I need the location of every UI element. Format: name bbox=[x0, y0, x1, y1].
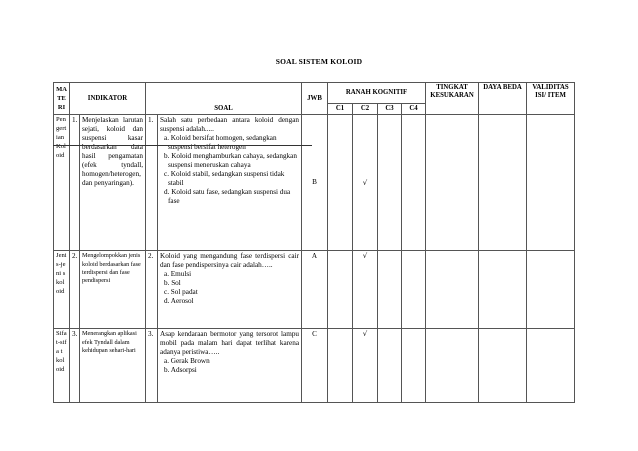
indikator-number: 2. bbox=[70, 251, 80, 329]
header-soal: SOAL bbox=[146, 83, 302, 115]
tingkat-cell bbox=[426, 115, 479, 251]
c2-check: √ bbox=[353, 115, 378, 251]
materi-cell: Pen gert ian Kol oid bbox=[54, 115, 70, 251]
question-cell bbox=[158, 251, 302, 329]
indikator-text: Mengelompokkan jenis koloid berdasarkan fase terdispersi dan fase pendispersi bbox=[80, 251, 146, 329]
c2-check: √ bbox=[353, 251, 378, 329]
answer-key: B bbox=[302, 115, 328, 251]
c4-cell bbox=[402, 329, 426, 403]
header-daya-beda: DAYA BEDA bbox=[479, 83, 527, 115]
question-table bbox=[53, 82, 575, 403]
header-c3: C3 bbox=[378, 104, 402, 115]
table-row bbox=[54, 115, 575, 251]
header-validitas: VALIDITAS ISI/ ITEM bbox=[527, 83, 575, 115]
validitas-cell bbox=[527, 329, 575, 403]
question-cell bbox=[158, 329, 302, 403]
question-cell bbox=[158, 115, 302, 251]
header-c2: C2 bbox=[353, 104, 378, 115]
answer-option: d. Aerosol bbox=[164, 297, 194, 306]
header-c1: C1 bbox=[328, 104, 353, 115]
header-c4: C4 bbox=[402, 104, 426, 115]
header-materi: MA TE RI bbox=[54, 83, 70, 115]
indikator-number: 1. bbox=[70, 115, 80, 251]
c1-cell bbox=[328, 115, 353, 251]
answer-option: a. Emulsi bbox=[164, 270, 192, 279]
daya-cell bbox=[479, 329, 527, 403]
header-indikator: INDIKATOR bbox=[70, 83, 146, 115]
indikator-text: Menjelaskan larutan sejati, koloid dan suspensi kasar berdasarkan data hasil pengamatan (efek tyndall, homogen/heterogen, dan penyaringan). bbox=[80, 115, 146, 251]
daya-cell bbox=[479, 115, 527, 251]
answer-option: d. Koloid satu fase, sedangkan suspensi dua fase bbox=[164, 188, 291, 206]
question-number: 3. bbox=[146, 329, 158, 403]
materi-cell: Jeni s-jeni s kol oid bbox=[54, 251, 70, 329]
answer-option: b. Adsorpsi bbox=[164, 366, 197, 375]
c3-cell bbox=[378, 329, 402, 403]
c2-check: √ bbox=[353, 329, 378, 403]
c3-cell bbox=[378, 115, 402, 251]
header-row bbox=[54, 83, 575, 104]
stray-rule-line bbox=[53, 145, 312, 146]
indikator-text: Menerangkan aplikasi efek Tyndall dalam kehidupan sehari-hari bbox=[80, 329, 146, 403]
c4-cell bbox=[402, 115, 426, 251]
question-text: Koloid yang mengandung fase terdispersi cair dan fase pendispersinya cair adalah….. bbox=[160, 252, 300, 270]
tingkat-cell bbox=[426, 329, 479, 403]
question-text: Asap kendaraan bermotor yang tersorot lampu mobil pada malam hari dapat terlihat karena adanya peristiwa….. bbox=[160, 330, 300, 357]
answer-key: A bbox=[302, 251, 328, 329]
question-number: 1. bbox=[146, 115, 158, 251]
c4-cell bbox=[402, 251, 426, 329]
answer-key: C bbox=[302, 329, 328, 403]
question-number: 2. bbox=[146, 251, 158, 329]
answer-option: a. Koloid bersifat homogen, sedangkan suspensi bersifat heterogen bbox=[164, 134, 277, 152]
c1-cell bbox=[328, 251, 353, 329]
header-jwb: JWB bbox=[302, 83, 328, 115]
answer-option: c. Koloid stabil, sedangkan suspensi tidak stabil bbox=[164, 170, 285, 188]
answer-option: b. Koloid menghamburkan cahaya, sedangkan suspensi meneruskan cahaya bbox=[164, 152, 297, 170]
answer-option: a. Gerak Brown bbox=[164, 357, 210, 366]
c1-cell bbox=[328, 329, 353, 403]
answer-option: b. Sol bbox=[164, 279, 181, 288]
table-row bbox=[54, 251, 575, 329]
header-ranah-kognitif: RANAH KOGNITIF bbox=[328, 83, 426, 104]
question-text: Salah satu perbedaan antara koloid dengan suspensi adalah..... bbox=[160, 116, 300, 134]
daya-cell bbox=[479, 251, 527, 329]
header-tingkat-kesukaran: TINGKAT KESUKARAN bbox=[426, 83, 479, 115]
table-row bbox=[54, 329, 575, 403]
c3-cell bbox=[378, 251, 402, 329]
page-title: SOAL SISTEM KOLOID bbox=[275, 57, 363, 66]
validitas-cell bbox=[527, 115, 575, 251]
tingkat-cell bbox=[426, 251, 479, 329]
materi-cell: Sifa t-sifa t kol oid bbox=[54, 329, 70, 403]
validitas-cell bbox=[527, 251, 575, 329]
answer-option: c. Sol padat bbox=[164, 288, 198, 297]
indikator-number: 3. bbox=[70, 329, 80, 403]
